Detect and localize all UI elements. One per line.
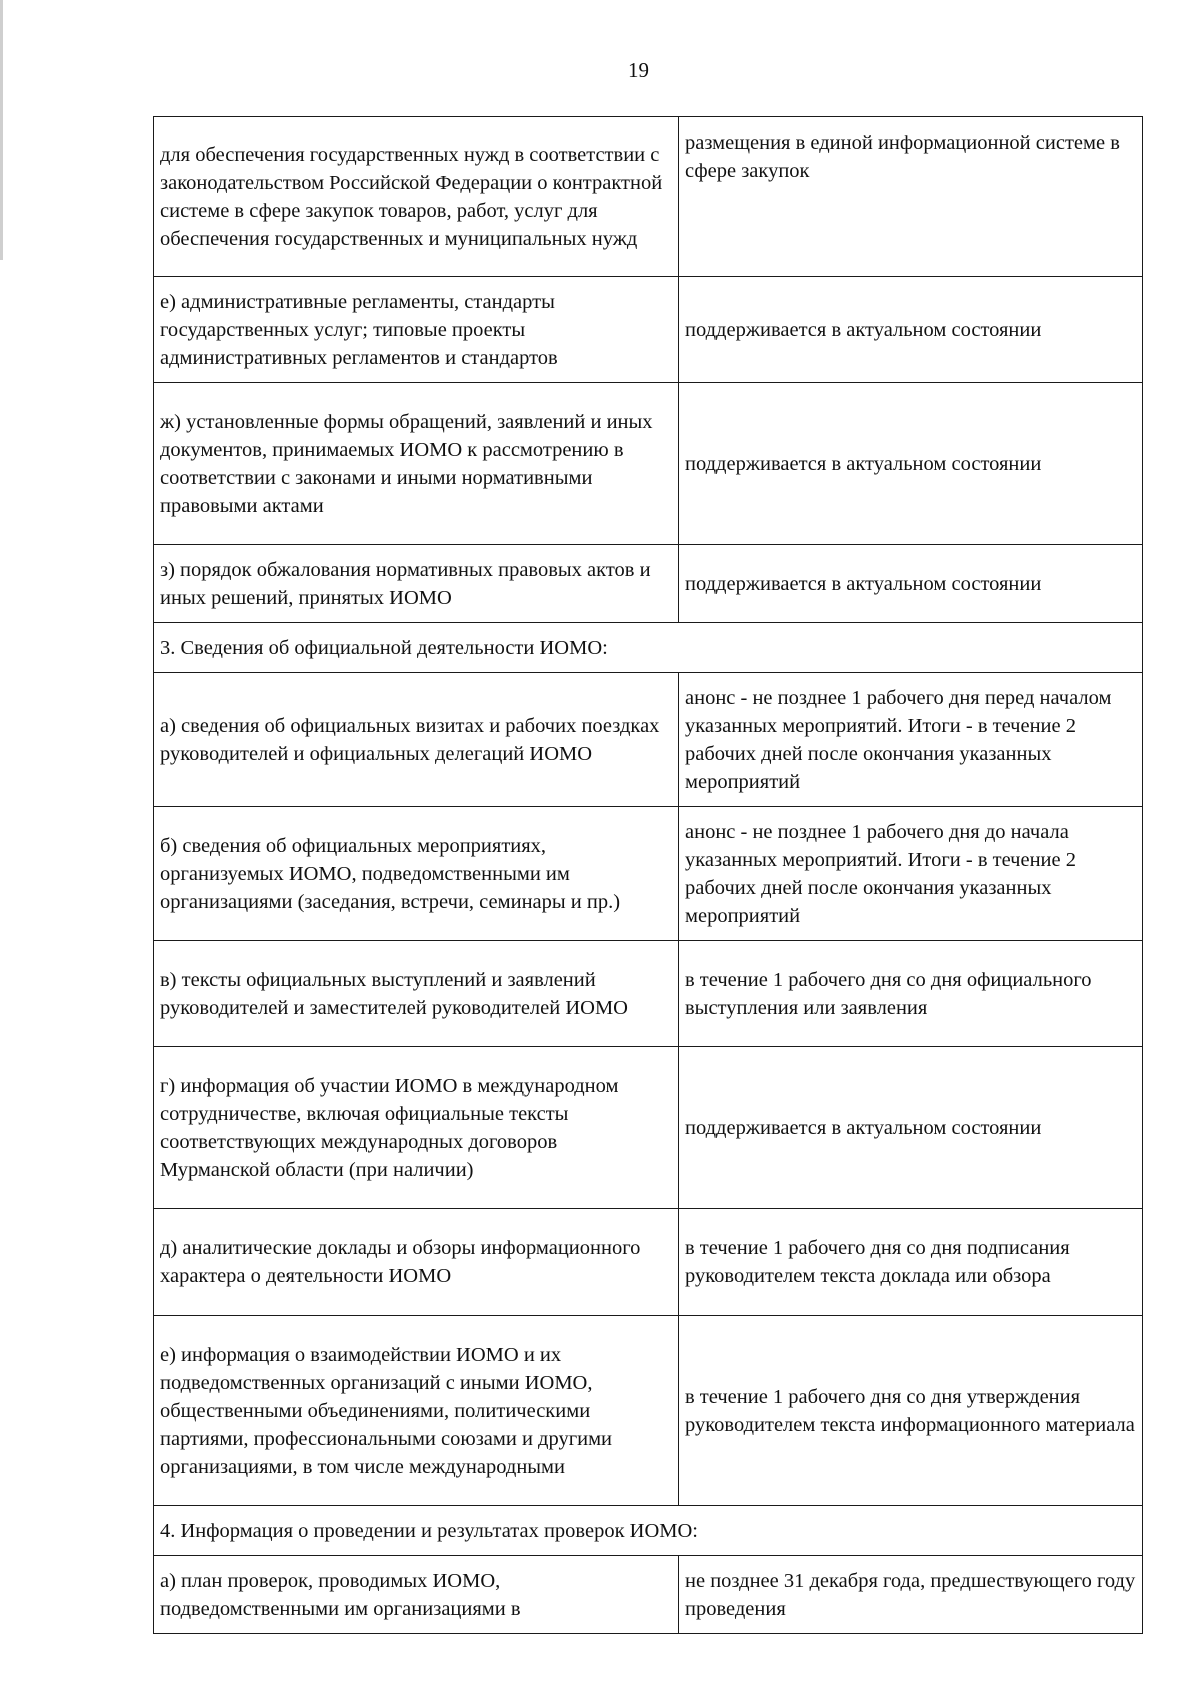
table-row	[154, 673, 1143, 807]
table-row	[154, 545, 1143, 623]
table-cell-deadline: поддерживается в актуальном состоянии	[679, 277, 1143, 383]
section-heading: 4. Информация о проведении и результатах проверок ИОМО:	[154, 1506, 1143, 1556]
table-cell-deadline: поддерживается в актуальном состоянии	[679, 545, 1143, 623]
table-row	[154, 807, 1143, 941]
table-cell-deadline: размещения в единой информационной системе в сфере закупок	[679, 117, 1143, 277]
table-cell-deadline: не позднее 31 декабря года, предшествующего году проведения	[679, 1556, 1143, 1634]
table-cell-deadline: в течение 1 рабочего дня со дня официального выступления или заявления	[679, 941, 1143, 1047]
table-cell-deadline: анонс - не позднее 1 рабочего дня до начала указанных мероприятий. Итоги - в течение 2 рабочих дней после окончания указанных мероприятий	[679, 807, 1143, 941]
table-cell-deadline: анонс - не позднее 1 рабочего дня перед началом указанных мероприятий. Итоги - в течение 2 рабочих дней после окончания указанных мероприятий	[679, 673, 1143, 807]
table-row	[154, 1556, 1143, 1634]
table-cell-description: г) информация об участии ИОМО в международном сотрудничестве, включая официальные тексты соответствующих международных договоров Мурманской области (при наличии)	[154, 1047, 679, 1209]
table-cell-description: ж) установленные формы обращений, заявлений и иных документов, принимаемых ИОМО к рассмотрению в соответствии с законами и иными нормативными правовыми актами	[154, 383, 679, 545]
table-cell-description: в) тексты официальных выступлений и заявлений руководителей и заместителей руководителей ИОМО	[154, 941, 679, 1047]
table-row	[154, 1047, 1143, 1209]
scan-edge	[0, 0, 3, 1700]
table-cell-deadline: в течение 1 рабочего дня со дня подписания руководителем текста доклада или обзора	[679, 1209, 1143, 1316]
table-row	[154, 383, 1143, 545]
table-row	[154, 1209, 1143, 1316]
section-row	[154, 1506, 1143, 1556]
table-cell-description: з) порядок обжалования нормативных правовых актов и иных решений, принятых ИОМО	[154, 545, 679, 623]
table-cell-deadline: в течение 1 рабочего дня со дня утверждения руководителем текста информационного материала	[679, 1316, 1143, 1506]
table-row	[154, 277, 1143, 383]
table-cell-description: а) план проверок, проводимых ИОМО, подведомственными им организациями в	[154, 1556, 679, 1634]
table-cell-deadline: поддерживается в актуальном состоянии	[679, 1047, 1143, 1209]
table-row	[154, 1316, 1143, 1506]
table-cell-deadline: поддерживается в актуальном состоянии	[679, 383, 1143, 545]
page-number: 19	[628, 58, 649, 82]
table-cell-description: а) сведения об официальных визитах и рабочих поездках руководителей и официальных делегаций ИОМО	[154, 673, 679, 807]
information-table	[153, 116, 1143, 1634]
section-heading: 3. Сведения об официальной деятельности ИОМО:	[154, 623, 1143, 673]
table-row	[154, 117, 1143, 277]
table-cell-description: б) сведения об официальных мероприятиях, организуемых ИОМО, подведомственными им организациями (заседания, встречи, семинары и пр.)	[154, 807, 679, 941]
table-cell-description: е) административные регламенты, стандарты государственных услуг; типовые проекты административных регламентов и стандартов	[154, 277, 679, 383]
table-row	[154, 941, 1143, 1047]
table-cell-description: д) аналитические доклады и обзоры информационного характера о деятельности ИОМО	[154, 1209, 679, 1316]
section-row	[154, 623, 1143, 673]
table-cell-description: для обеспечения государственных нужд в соответствии с законодательством Российской Федерации о контрактной системе в сфере закупок товаров, работ, услуг для обеспечения государственных и муниципальных нужд	[154, 117, 679, 277]
table-cell-description: е) информация о взаимодействии ИОМО и их подведомственных организаций с иными ИОМО, общественными объединениями, политическими партиями, профессиональными союзами и другими организациями, в том числе международными	[154, 1316, 679, 1506]
